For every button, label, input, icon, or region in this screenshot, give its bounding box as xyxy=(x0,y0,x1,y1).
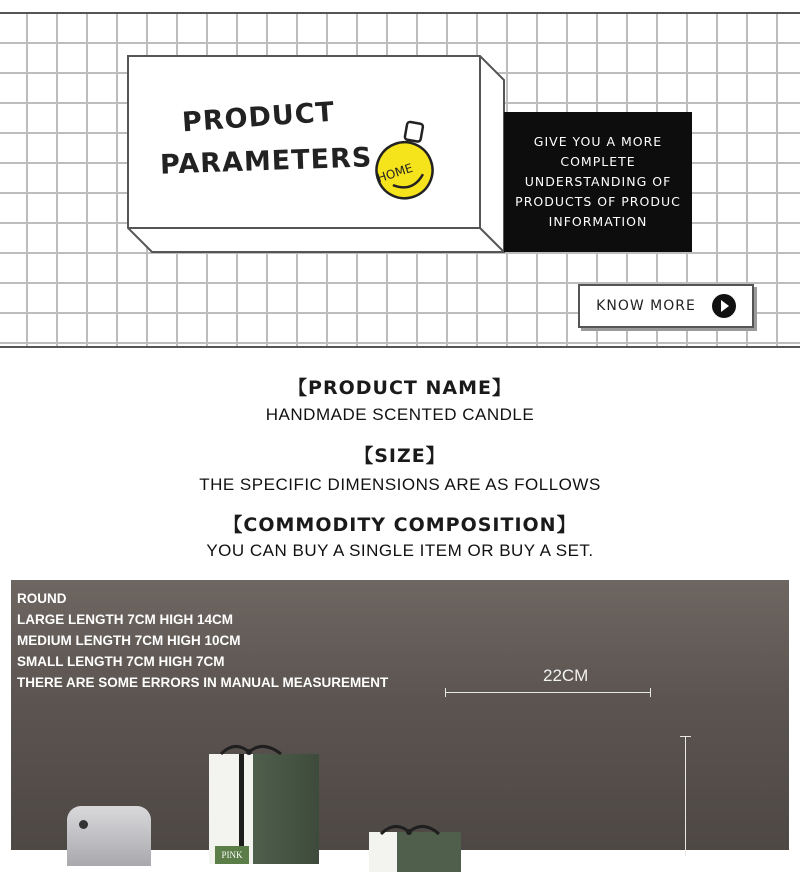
banner-title-line1: PRODUCT xyxy=(181,96,337,139)
size-value: THE SPECIFIC DIMENSIONS ARE AS FOLLOWS xyxy=(199,475,601,494)
lightbulb-icon xyxy=(368,118,440,208)
width-dimension-label: 22CM xyxy=(543,666,589,685)
product-name-value: HANDMADE SCENTED CANDLE xyxy=(265,405,535,424)
ribbon-bow-icon xyxy=(211,740,291,758)
candle-label: PINK xyxy=(215,846,249,864)
phone-prop xyxy=(67,806,151,866)
play-icon xyxy=(712,294,736,318)
note-line: LARGE LENGTH 7CM HIGH 14CM xyxy=(17,612,234,627)
know-more-label: KNOW MORE xyxy=(596,298,696,314)
product-parameters-banner xyxy=(0,12,800,348)
note-line: SMALL LENGTH 7CM HIGH 7CM xyxy=(17,654,225,669)
note-line: MEDIUM LENGTH 7CM HIGH 10CM xyxy=(17,633,241,648)
measurement-notes xyxy=(17,588,388,693)
info-line: GIVE YOU A MORE xyxy=(533,134,663,149)
info-line: INFORMATION xyxy=(548,214,648,229)
info-callout xyxy=(504,112,692,252)
note-line: ROUND xyxy=(17,591,67,606)
ribbon-bow-icon xyxy=(373,818,453,836)
product-name-heading: 【PRODUCT NAME】 xyxy=(288,377,512,399)
know-more-button[interactable] xyxy=(578,284,754,328)
bulb-label: HOME xyxy=(375,160,415,186)
info-line: COMPLETE xyxy=(560,154,636,169)
width-dimension-line xyxy=(445,692,651,693)
small-candle xyxy=(369,832,461,872)
large-candle xyxy=(209,754,321,864)
size-heading: 【SIZE】 xyxy=(354,445,446,467)
banner-title-line2: PARAMETERS xyxy=(159,142,373,181)
info-line: UNDERSTANDING OF xyxy=(524,174,672,189)
note-line: THERE ARE SOME ERRORS IN MANUAL MEASUREMENT xyxy=(17,675,389,690)
product-photo xyxy=(11,580,789,860)
composition-heading: 【COMMODITY COMPOSITION】 xyxy=(223,514,577,536)
height-dimension-line xyxy=(685,736,686,856)
composition-value: YOU CAN BUY A SINGLE ITEM OR BUY A SET. xyxy=(206,541,594,560)
info-line: PRODUCTS OF PRODUC xyxy=(515,194,681,209)
